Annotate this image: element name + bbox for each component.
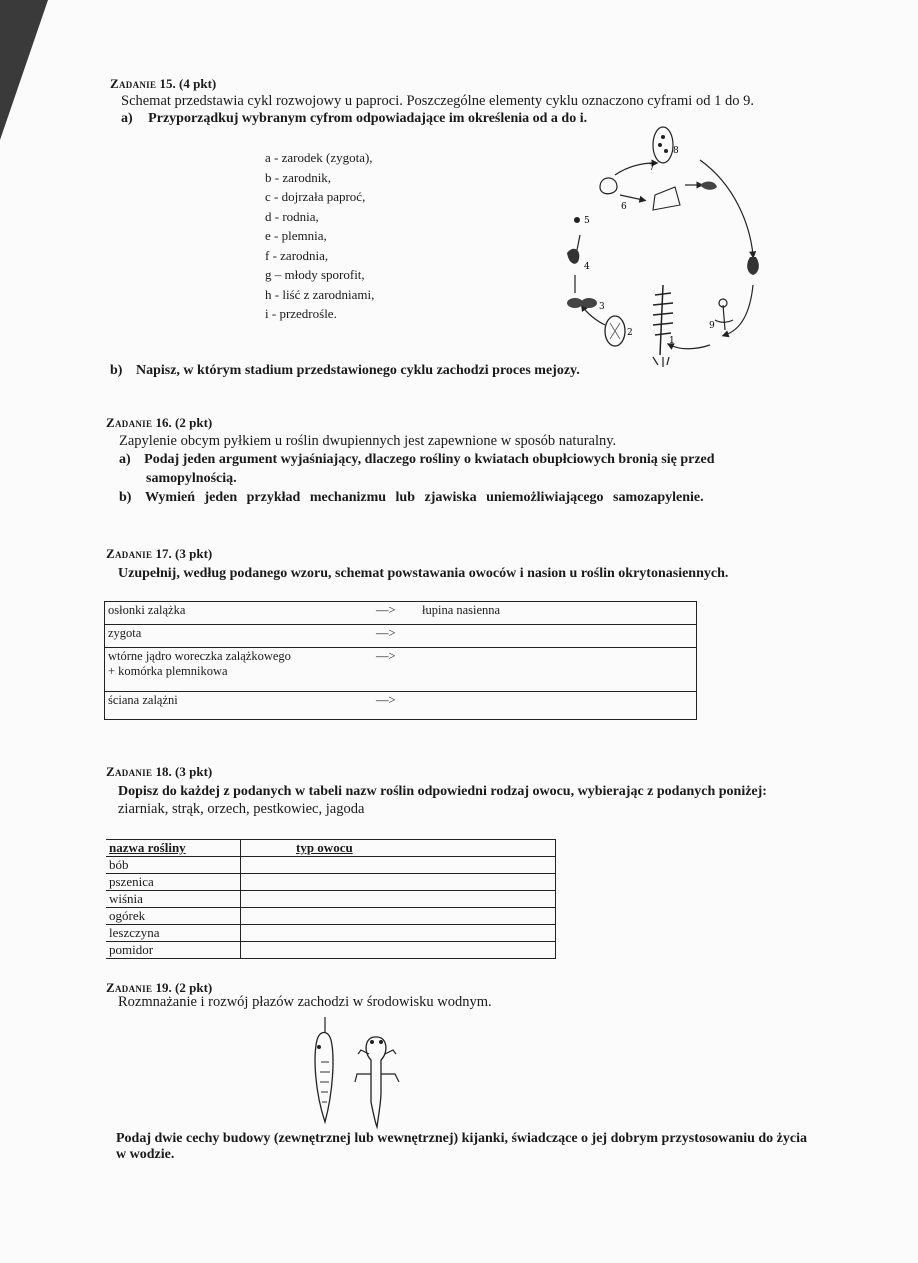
answer-cell[interactable] xyxy=(419,692,697,720)
definition-item: d - rodnia, xyxy=(265,208,319,224)
task15-header: Zadanie 15. (4 pkt) xyxy=(110,76,217,91)
definition-item: i - przedrośle. xyxy=(265,306,337,321)
table-row xyxy=(106,857,556,874)
task15-intro: Schemat przedstawia cykl rozwojowy u paproci. Poszczególne elementy cyklu oznaczono cyframi od 1 do 9. xyxy=(121,93,754,109)
table-row xyxy=(105,648,697,692)
task17-table xyxy=(104,601,697,720)
task17-instruction: Uzupełnij, według podanego wzoru, schemat powstawania owoców i nasion u roślin okrytonasiennych. xyxy=(118,566,729,581)
answer-cell[interactable] xyxy=(241,908,556,925)
table-cell: ściana zalążni xyxy=(105,692,374,720)
answer-cell[interactable] xyxy=(419,625,697,648)
task19-header: Zadanie 19. (2 pkt) xyxy=(106,980,213,995)
definition-item: e - plemnia, xyxy=(265,228,327,243)
table-row xyxy=(106,942,556,959)
arrow: —> xyxy=(373,648,419,692)
col-header: nazwa rośliny xyxy=(106,840,241,857)
diagram-number: 4 xyxy=(584,262,590,272)
definition-item: f - zarodnia, xyxy=(265,247,329,263)
task15-a: a) Przyporządkuj wybranym cyfrom odpowiadające im określenia od a do i. xyxy=(121,111,588,126)
answer-cell[interactable] xyxy=(241,874,556,891)
scan-shadow xyxy=(0,0,60,150)
table-row xyxy=(106,874,556,891)
fern-life-cycle-diagram xyxy=(555,125,775,370)
arrow: —> xyxy=(373,625,419,648)
task15-b: b) Napisz, w którym stadium przedstawionego cyklu zachodzi proces mejozy. xyxy=(110,363,580,378)
diagram-number: 2 xyxy=(627,328,633,338)
answer-cell[interactable] xyxy=(241,942,556,959)
task16-b: b) Wymień jeden przykład mechanizmu lub zjawiska uniemożliwiającego samozapylenie. xyxy=(119,490,704,505)
plant-name: ogórek xyxy=(106,908,241,925)
task18-instruction: Dopisz do każdej z podanych w tabeli nazw roślin odpowiedni rodzaj owocu, wybierając z podanych poniżej: xyxy=(118,784,767,799)
table-row xyxy=(106,925,556,942)
answer-cell[interactable] xyxy=(241,925,556,942)
definition-item: a - zarodek (zygota), xyxy=(265,150,373,165)
task16-a: a) Podaj jeden argument wyjaśniający, dlaczego rośliny o kwiatach obupłciowych bronią się przed xyxy=(119,452,715,467)
plant-name: pszenica xyxy=(106,874,241,891)
table-row xyxy=(106,908,556,925)
task18-table xyxy=(106,839,556,959)
tadpole-illustration xyxy=(295,1012,415,1132)
diagram-number: 5 xyxy=(584,216,590,226)
task19-question: Podaj dwie cechy budowy (zewnętrznej lub wewnętrznej) kijanki, świadczące o jej dobrym przystosowaniu do życia xyxy=(116,1131,807,1146)
table-cell: zygota xyxy=(105,625,374,648)
task16-intro: Zapylenie obcym pyłkiem u roślin dwupiennych jest zapewnione w sposób naturalny. xyxy=(119,433,617,449)
task18-options: ziarniak, strąk, orzech, pestkowiec, jagoda xyxy=(118,801,365,817)
task19-question-cont: w wodzie. xyxy=(116,1147,175,1162)
plant-name: leszczyna xyxy=(106,925,241,942)
arrow: —> xyxy=(373,602,419,625)
task19-intro: Rozmnażanie i rozwój płazów zachodzi w środowisku wodnym. xyxy=(118,994,492,1010)
arrow: —> xyxy=(373,692,419,720)
table-row xyxy=(105,602,697,625)
diagram-number: 8 xyxy=(673,146,679,156)
table-cell[interactable]: łupina nasienna xyxy=(419,602,697,625)
task15-definitions xyxy=(265,148,374,324)
col-header: typ owocu xyxy=(241,840,556,857)
plant-name: wiśnia xyxy=(106,891,241,908)
definition-item: g – młody sporofit, xyxy=(265,267,365,282)
table-cell: wtórne jądro woreczka zalążkowego + komórka plemnikowa xyxy=(105,648,374,692)
answer-cell[interactable] xyxy=(241,891,556,908)
diagram-number: 9 xyxy=(709,321,715,331)
task16-header: Zadanie 16. (2 pkt) xyxy=(106,415,213,430)
table-row xyxy=(106,891,556,908)
diagram-number: 1 xyxy=(669,336,675,346)
task18-header: Zadanie 18. (3 pkt) xyxy=(106,764,213,779)
table-row xyxy=(105,625,697,648)
plant-name: pomidor xyxy=(106,942,241,959)
task16-a-cont: samopylnością. xyxy=(146,471,237,486)
definition-item: c - dojrzała paproć, xyxy=(265,189,366,204)
plant-name: bób xyxy=(106,857,241,874)
definition-item: h - liść z zarodniami, xyxy=(265,286,375,302)
diagram-number: 6 xyxy=(621,202,627,212)
diagram-number: 3 xyxy=(599,302,605,312)
task17-header: Zadanie 17. (3 pkt) xyxy=(106,546,213,561)
table-row xyxy=(105,692,697,720)
table-cell: osłonki zalążka xyxy=(105,602,374,625)
answer-cell[interactable] xyxy=(419,648,697,692)
answer-cell[interactable] xyxy=(241,857,556,874)
definition-item: b - zarodnik, xyxy=(265,169,332,185)
diagram-number: 7 xyxy=(649,163,655,173)
table-header-row xyxy=(106,840,556,857)
